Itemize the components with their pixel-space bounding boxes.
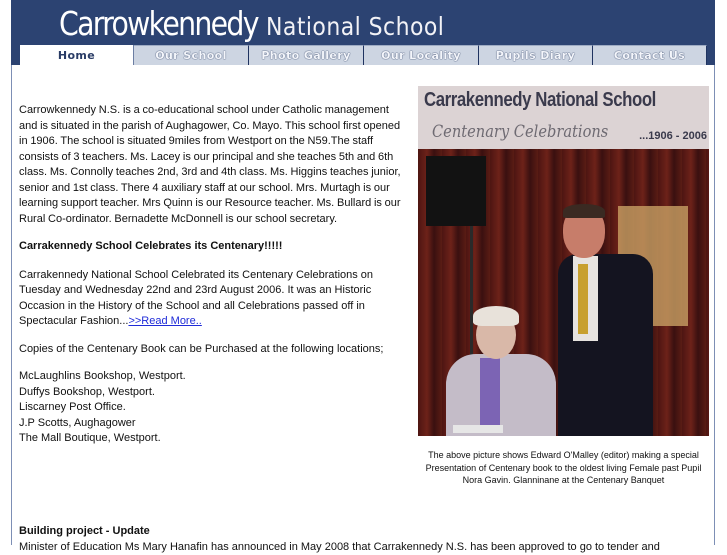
tab-contact-us[interactable]: [593, 45, 707, 65]
tab-home[interactable]: [20, 45, 134, 65]
photo-banner-title: Carrakennedy National School: [424, 89, 656, 112]
main-text-column: [19, 103, 407, 447]
tab-pupils-diary-label: Pupils Diary: [496, 49, 575, 62]
location-item: The Mall Boutique, Westport.: [19, 431, 407, 447]
photo-lady: [446, 354, 556, 436]
tab-home-label: Home: [58, 49, 95, 62]
tab-our-locality[interactable]: [364, 45, 479, 65]
building-project-section: [19, 524, 709, 555]
book-intro: Copies of the Centenary Book can be Purchased at the following locations;: [19, 342, 407, 358]
photo-mic-stand: [470, 226, 473, 366]
photo-block: [418, 86, 709, 487]
centenary-paragraph: [19, 268, 407, 330]
photo-lady-scarf: [480, 358, 500, 428]
photo-man-tie: [578, 264, 588, 334]
building-heading: Building project - Update: [19, 524, 709, 540]
intro-paragraph: Carrowkennedy N.S. is a co-educational school under Catholic management and is situated in the parish of Aughagower, Co. Mayo. This school first opened in 1906. The school is situated 9miles from Westport on the N59.The staff consists of 3 teachers. Ms. Lacey is our principal and she teaches 5th and 6th class. Ms. Connolly teaches 2nd, 3rd and 4th class. Ms. Higgins teaches junior, senior and 1st class. There 4 auxiliary staff at our school. Mrs. Murtagh is our learning support teacher. Mrs Quinn is our Resource teacher. Ms. Bullard is our Rural Co-ordinator. Bernadette McDonnell is our school secretary.: [19, 103, 407, 227]
photo-banner-subtitle: Centenary Celebrations: [432, 122, 608, 142]
tab-our-school-label: Our School: [155, 49, 227, 62]
tab-our-school[interactable]: [134, 45, 249, 65]
site-title-sub: National School: [266, 12, 444, 41]
content-area: [11, 65, 715, 545]
locations-list: [19, 369, 407, 447]
photo-banner: [418, 86, 709, 149]
tab-photo-gallery-label: Photo Gallery: [261, 49, 350, 62]
site-title: [59, 4, 290, 43]
photo-book: [453, 425, 503, 433]
site-header: [11, 0, 715, 65]
photo-caption: The above picture shows Edward O'Malley (editor) making a special Presentation of Centenary book to the oldest living Female past Pupil Nora Gavin. Glanninane at the Centenary Banquet: [418, 449, 709, 487]
site-title-main: Carrowkennedy: [59, 4, 258, 43]
centenary-photo: [418, 86, 709, 436]
location-item: Duffys Bookshop, Westport.: [19, 385, 407, 401]
centenary-text: Carrakennedy National School Celebrated its Centenary Celebrations on Tuesday and Wednesday 22nd and 23rd August 2006. It was an Historic Occasion in the History of the School and all Celebrations passed off in Spectacular Fashion...: [19, 269, 373, 328]
location-item: McLaughlins Bookshop, Westport.: [19, 369, 407, 385]
photo-lady-hair: [473, 306, 519, 326]
tab-contact-us-label: Contact Us: [614, 49, 685, 62]
location-item: Liscarney Post Office.: [19, 400, 407, 416]
read-more-link[interactable]: >>Read More..: [128, 315, 201, 327]
tab-our-locality-label: Our Locality: [381, 49, 461, 62]
page-wrapper: [11, 0, 715, 545]
photo-banner-years: ...1906 - 2006: [639, 130, 707, 142]
centenary-heading: Carrakennedy School Celebrates its Centenary!!!!!: [19, 239, 407, 255]
tab-photo-gallery[interactable]: [249, 45, 364, 65]
photo-speaker: [426, 156, 486, 226]
main-nav: [20, 45, 707, 65]
building-text: Minister of Education Ms Mary Hanafin has announced in May 2008 that Carrakennedy N.S. has been approved to go to tender and: [19, 540, 709, 555]
location-item: J.P Scotts, Aughagower: [19, 416, 407, 432]
photo-man-hair: [563, 204, 605, 218]
tab-pupils-diary[interactable]: [479, 45, 593, 65]
